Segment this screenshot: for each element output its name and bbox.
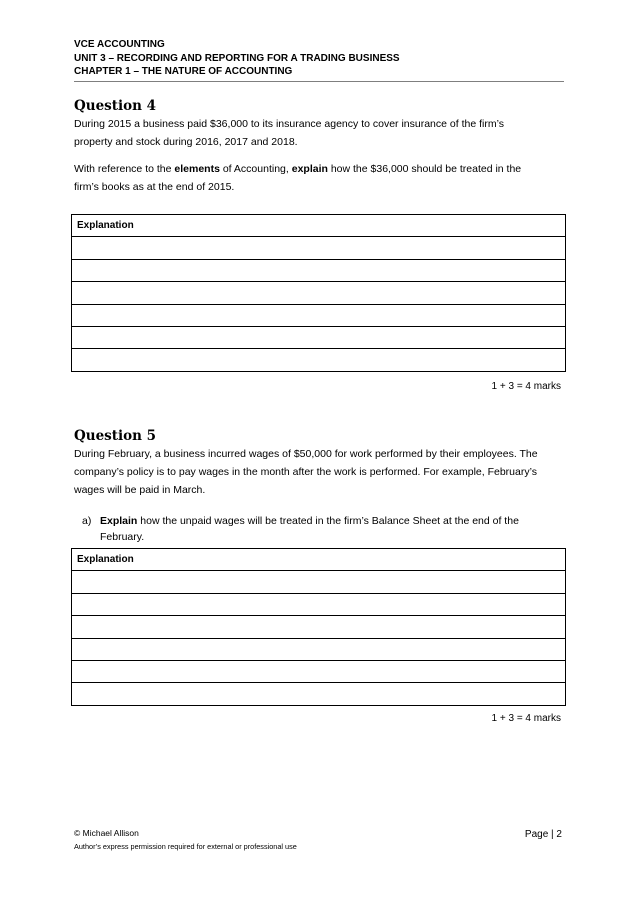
q4-bold-elements: elements [174,163,220,175]
question-4-answer-table [71,214,566,372]
part-a-label: a) [82,515,92,527]
q4-bold-explain: explain [291,163,328,175]
part-a-line-2: February. [100,531,145,543]
table-row [72,215,566,237]
table-row[interactable] [72,660,566,682]
question-4-title: Question 4 [74,98,157,114]
header-chapter: CHAPTER 1 – THE NATURE OF ACCOUNTING [74,66,293,77]
header-divider [74,81,564,82]
answer-line[interactable] [72,304,566,326]
question-4-paragraph-1 [74,115,566,151]
footer-permission: Author’s express permission required for external or professional use [74,842,297,851]
table-row[interactable] [72,326,566,348]
q5-line-3: wages will be paid in March. [74,484,206,496]
answer-line[interactable] [72,326,566,348]
table-row[interactable] [72,349,566,371]
part-a-text-1: how the unpaid wages will be treated in the firm’s Balance Sheet at the end of the [137,515,519,527]
q4-text: of Accounting, [219,163,292,175]
table-row[interactable] [72,259,566,281]
answer-line[interactable] [72,638,566,660]
answer-line[interactable] [72,237,566,259]
table-row[interactable] [72,304,566,326]
answer-line[interactable] [72,282,566,304]
table-row [72,549,566,571]
answer-line[interactable] [72,616,566,638]
answer-line[interactable] [72,660,566,682]
part-a-bold-explain: Explain [100,515,138,527]
page-header [74,38,564,79]
question-5-paragraph-1 [74,445,566,499]
q4-line-3 [74,160,566,178]
q4-line-2: property and stock during 2016, 2017 and 2018. [74,136,298,148]
question-5-title: Question 5 [74,428,157,444]
page-number: Page | 2 [524,829,562,840]
page-footer [74,826,297,854]
answer-line[interactable] [72,593,566,615]
question-4-marks: 1 + 3 = 4 marks [491,381,561,392]
table-row[interactable] [72,593,566,615]
q4-line-1: During 2015 a business paid $36,000 to its insurance agency to cover insurance of the firm’s [74,118,504,130]
answer-line[interactable] [72,683,566,705]
part-a-text [100,513,555,545]
table-row[interactable] [72,683,566,705]
table-header-explanation: Explanation [72,549,566,571]
part-a-line-1 [100,513,555,529]
table-row[interactable] [72,237,566,259]
table-row[interactable] [72,616,566,638]
q5-line-2: company’s policy is to pay wages in the month after the work is performed. For example, February’s [74,466,537,478]
table-row[interactable] [72,282,566,304]
q4-line-4: firm’s books as at the end of 2015. [74,181,235,193]
table-row[interactable] [72,638,566,660]
answer-line[interactable] [72,349,566,371]
question-4-paragraph-2 [74,160,566,196]
q4-text: how the $36,000 should be treated in the [327,163,522,175]
question-5-answer-table [71,548,566,706]
q5-line-1: During February, a business incurred wages of $50,000 for work performed by their employees. The [74,448,538,460]
q4-text: With reference to the [74,163,175,175]
answer-line[interactable] [72,571,566,593]
table-row[interactable] [72,571,566,593]
answer-line[interactable] [72,259,566,281]
header-unit: UNIT 3 – RECORDING AND REPORTING FOR A TRADING BUSINESS [74,52,400,64]
question-5-marks: 1 + 3 = 4 marks [491,713,561,724]
footer-copyright: © Michael Allison [74,828,139,838]
table-header-explanation: Explanation [72,215,566,237]
header-course: VCE ACCOUNTING [74,39,165,50]
